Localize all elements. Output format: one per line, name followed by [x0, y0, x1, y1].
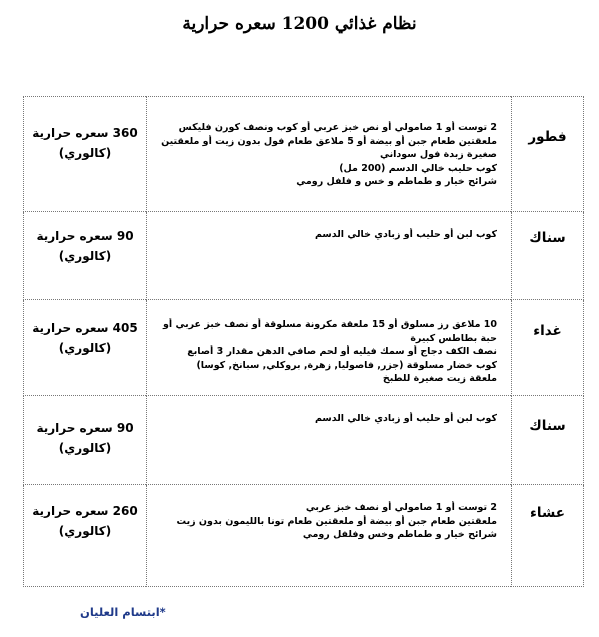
calories-cell [24, 97, 147, 212]
meal-name-cell [512, 485, 584, 587]
meal-name-cell [512, 212, 584, 300]
meal-description-cell [147, 212, 512, 300]
meal-description-cell [147, 485, 512, 587]
author-signature: *ابتسام العليان [80, 605, 166, 619]
description-line: شرائح خيار و طماطم وخس وفلفل رومي [302, 529, 497, 540]
meal-name: سناك [529, 230, 566, 246]
description-line: ملعقتين طعام جبن أو بيضة أو 5 ملاعق طعام فول بدون زيت أو ملعقتين [161, 135, 497, 147]
page-title: نظام غذائي 1200 سعره حرارية [182, 14, 417, 34]
description-line: شرائح خيار و طماطم و خس و فلفل رومي [296, 176, 497, 187]
description-line: ملعقتين طعام جبن أو بيضة أو ملعقتين طعام تونا بالليمون بدون زيت [176, 515, 497, 527]
calories-amount: 90 سعره حرارية [36, 421, 134, 435]
meal-name: عشاء [530, 505, 565, 521]
description-line: نصف الكف دجاج أو سمك فيليه أو لحم صافي الدهن مقدار 3 أصابع [187, 346, 497, 357]
calories-cell [24, 300, 147, 396]
calories-unit: (كالوري) [58, 146, 112, 160]
table-row-snack-2 [24, 396, 584, 485]
description-line: ملعقة زيت صغيرة للطبخ [382, 373, 497, 384]
calories-unit: (كالوري) [58, 249, 112, 263]
calories-unit: (كالوري) [58, 441, 112, 455]
meal-name: غداء [533, 323, 562, 339]
description-line: 2 توست أو 1 صامولي أو نص خبز عربي أو كوب ونصف كورن فليكس [178, 122, 497, 133]
meal-name: فطور [528, 129, 567, 145]
description-line: 2 توست أو 1 صامولي أو نصف خبز عربي [305, 502, 497, 513]
calories-amount: 260 سعره حرارية [32, 504, 138, 518]
calories-unit: (كالوري) [58, 341, 112, 355]
table-row-snack-1 [24, 212, 584, 300]
meal-description-cell [147, 97, 512, 212]
description-line: كوب لبن أو حليب أو زبادي خالي الدسم [314, 229, 497, 240]
calories-amount: 90 سعره حرارية [36, 229, 134, 243]
calories-amount: 360 سعره حرارية [32, 126, 138, 140]
calories-cell [24, 485, 147, 587]
description-line: كوب لبن أو حليب أو زبادي خالي الدسم [314, 413, 497, 424]
calories-amount: 405 سعره حرارية [32, 321, 138, 335]
meal-description-cell [147, 396, 512, 485]
meal-name-cell [512, 396, 584, 485]
meal-name-cell [512, 300, 584, 396]
calories-cell [24, 396, 147, 485]
description-line: 10 ملاعق رز مسلوق أو 15 ملعقة مكرونة مسلوقة أو نصف خبز عربي أو [162, 319, 497, 330]
meal-name: سناك [529, 418, 566, 434]
description-line: حبة بطاطس كبيرة [410, 332, 497, 344]
calories-cell [24, 212, 147, 300]
meal-description-cell [147, 300, 512, 396]
description-line: صغيرة زبدة فول سوداني [379, 149, 497, 160]
calories-unit: (كالوري) [58, 524, 112, 538]
table-row-lunch [24, 300, 584, 396]
meal-plan-table [23, 96, 584, 587]
table-row-breakfast [24, 97, 584, 212]
description-line: كوب حليب خالي الدسم (200 مل) [339, 162, 497, 174]
meal-name-cell [512, 97, 584, 212]
table-row-dinner [24, 485, 584, 587]
description-line: كوب خضار مسلوقة (جزر, فاصوليا, زهرة, بروكلي, سبانخ, كوسا) [196, 359, 497, 371]
